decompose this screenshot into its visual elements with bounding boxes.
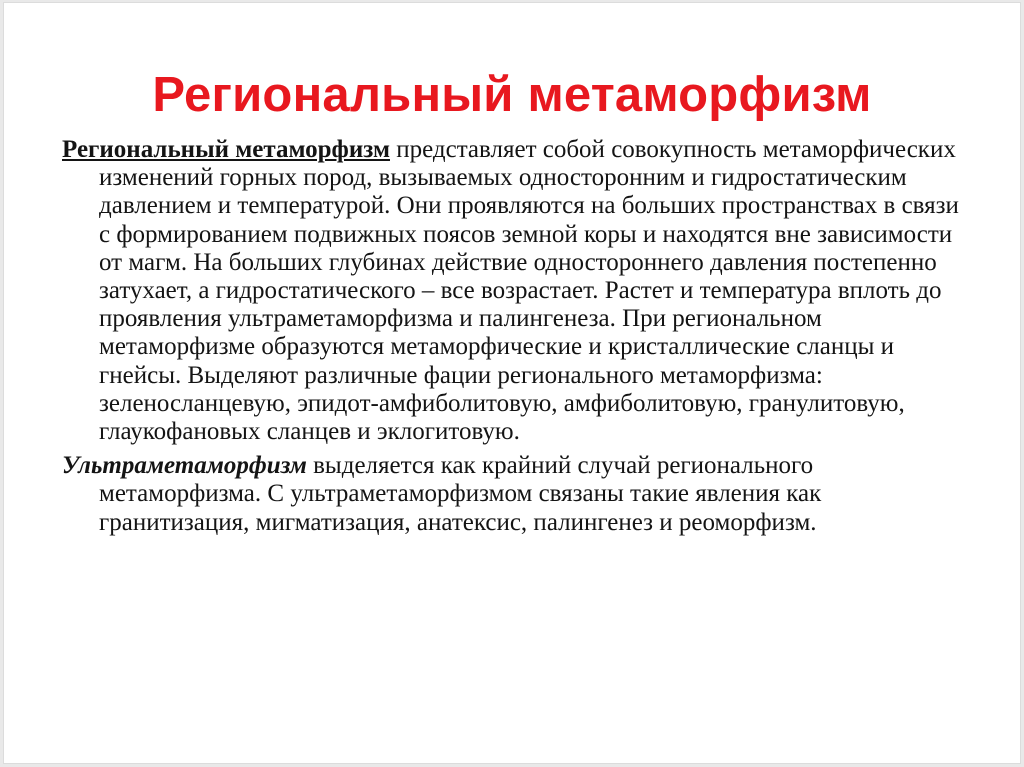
- paragraph-text: выделяется как крайний случай регионального метаморфизма. С ультраметаморфизмом связаны такие явления как гранитизация, мигматизация, анатексис, палингенез и реоморфизм.: [99, 452, 822, 536]
- slide-title: Региональный метаморфизм: [152, 68, 872, 122]
- paragraph-regional-metamorphism: [62, 136, 962, 446]
- term-regional-metamorphism: Региональный метаморфизм: [62, 136, 390, 163]
- paragraph-text: представляет собой совокупность метаморфических изменений горных пород, вызываемых односторонним и гидростатическим давлением и температурой. Они проявляются на больших пространствах в связи с формированием подвижных поясов земной коры и находятся вне зависимости от магм. На больших глубинах действие одностороннего давления постепенно затухает, а гидростатического – все возрастает. Растет и температура вплоть до проявления ультраметаморфизма и палингенеза. При региональном метаморфизме образуются метаморфические и кристаллические сланцы и гнейсы. Выделяют различные фации регионального метаморфизма: зеленосланцевую, эпидот-амфиболитовую, амфиболитовую, гранулитовую, глаукофановых сланцев и эклогитовую.: [99, 136, 959, 446]
- paragraph-ultrametamorphism: [62, 452, 962, 537]
- slide-body: [62, 136, 962, 537]
- term-ultrametamorphism: Ультраметаморфизм: [62, 452, 307, 480]
- slide: [4, 3, 1020, 763]
